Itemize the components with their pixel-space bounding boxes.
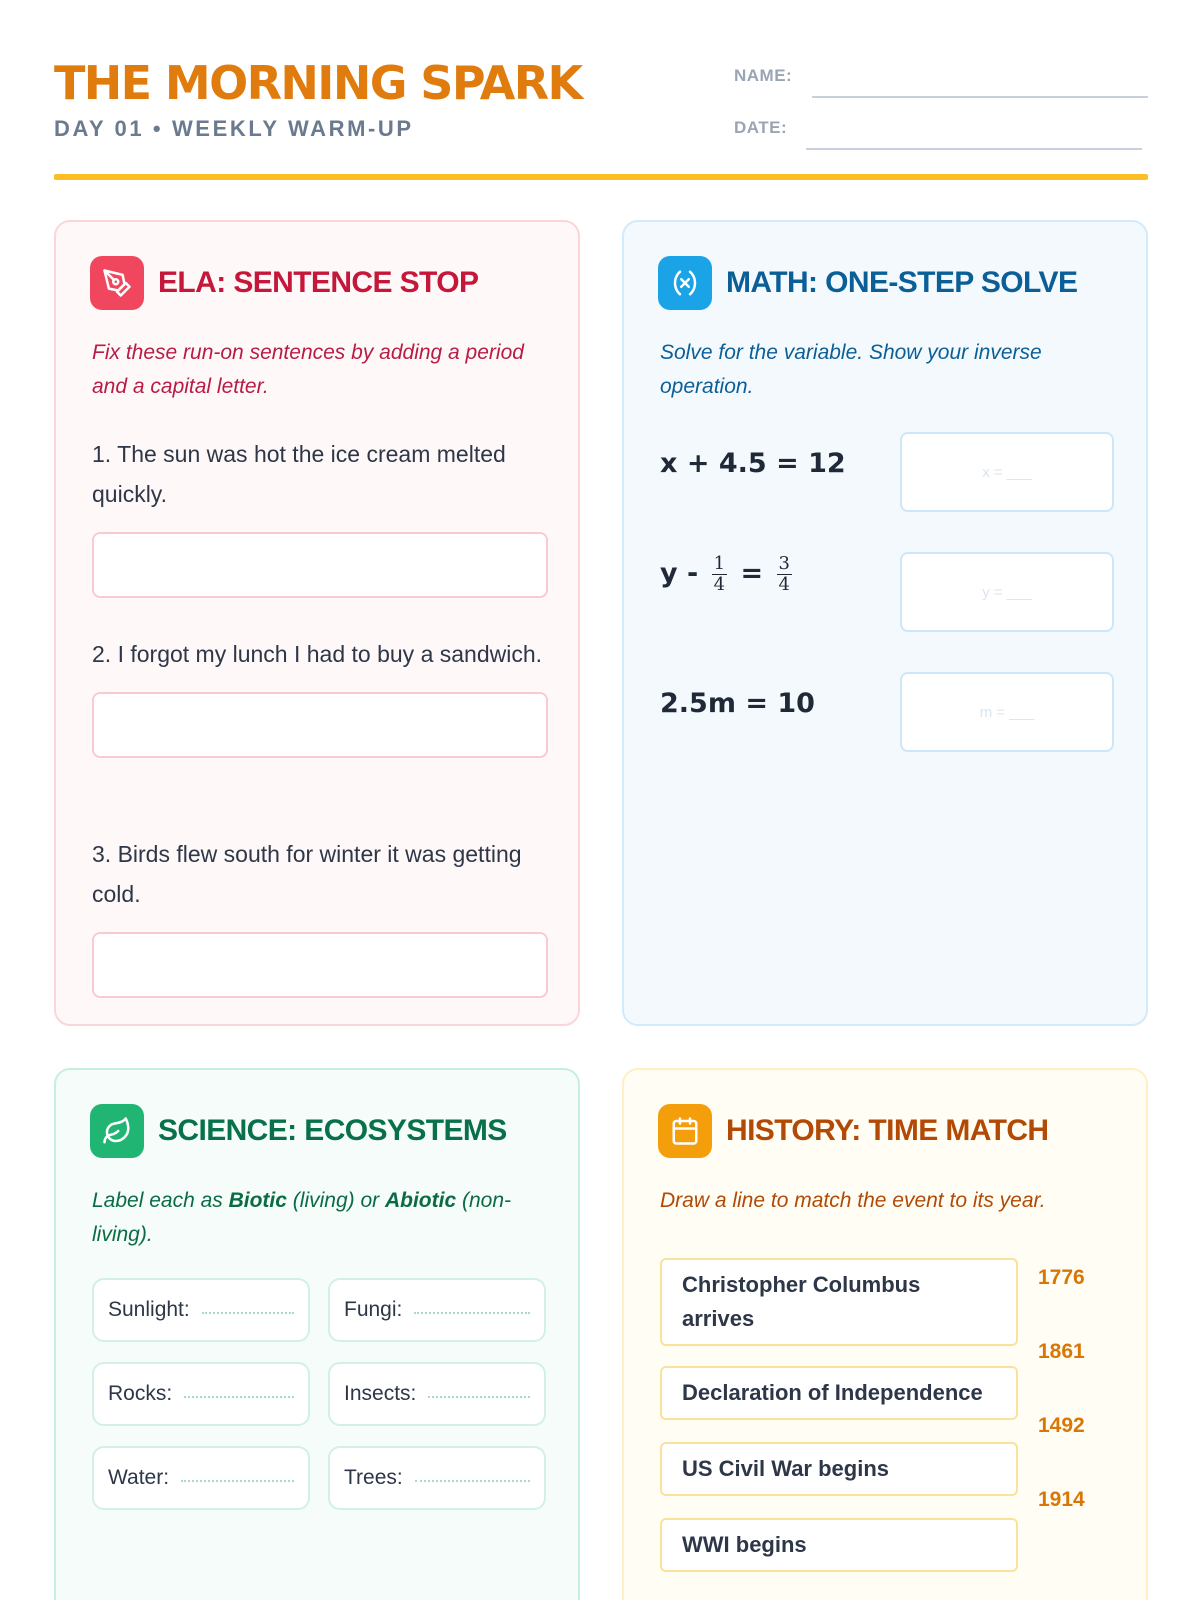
fraction-denominator: 4 [778,574,790,595]
math-answer-box-2[interactable]: y = ___ [900,552,1114,632]
worksheet-header [54,56,1148,180]
fraction-numerator: 1 [713,553,726,574]
math-answer-box-1[interactable]: x = ___ [900,432,1114,512]
history-card [622,1068,1148,1600]
science-item-label: Rocks: [108,1382,173,1405]
history-instructions: Draw a line to match the event to its year. [660,1189,1046,1212]
variable-icon [658,256,712,310]
page-title: THE MORNING SPARK [54,56,582,110]
date-line[interactable] [806,148,1142,150]
equals-sign: = [740,558,764,589]
calendar-icon [658,1104,712,1158]
history-title: HISTORY: TIME MATCH [726,1114,1049,1147]
science-item-rocks[interactable] [92,1362,310,1426]
biotic-term: Biotic [228,1189,287,1212]
ela-question-2 [92,634,548,758]
ela-question-3 [92,834,548,998]
math-equation-1: x + 4.5 = 12 [660,448,846,479]
page-subtitle: DAY 01 • WEEKLY WARM-UP [54,116,414,141]
answer-line[interactable] [202,1312,294,1314]
fraction-three-quarters [777,554,792,595]
math-equation-2 [660,554,796,595]
science-item-label: Insects: [344,1382,417,1405]
science-card-header [90,1104,507,1158]
ela-title: ELA: SENTENCE STOP [158,266,479,299]
leaf-icon [90,1104,144,1158]
pen-icon [90,256,144,310]
equation-variable: y - [660,558,699,589]
answer-line[interactable] [184,1396,294,1398]
science-instructions [92,1184,542,1252]
history-card-header [658,1104,1048,1158]
date-label: DATE: [734,118,788,137]
math-card-header [658,256,1077,310]
name-field[interactable] [734,58,1148,98]
science-item-trees[interactable] [328,1446,546,1510]
science-item-label: Sunlight: [108,1298,190,1321]
ela-instructions: Fix these run-on sentences by adding a period and a capital letter. [92,341,524,398]
fraction-denominator: 4 [713,574,726,595]
instructions-text: (living) or [286,1189,385,1212]
math-equation-3: 2.5m = 10 [660,688,815,719]
history-event-1[interactable]: Christopher Columbus arrives [660,1258,1018,1346]
history-event-3[interactable]: US Civil War begins [660,1442,1018,1496]
science-item-sunlight[interactable] [92,1278,310,1342]
answer-line[interactable] [428,1396,530,1398]
ela-question-1 [92,434,548,598]
fraction-one-quarter [712,554,727,595]
science-item-insects[interactable] [328,1362,546,1426]
name-label: NAME: [734,66,793,85]
header-divider [54,174,1148,180]
science-item-label: Water: [108,1466,170,1489]
math-title: MATH: ONE-STEP SOLVE [726,266,1078,299]
date-field[interactable] [734,110,1142,150]
math-card [622,220,1148,1026]
ela-card [54,220,580,1026]
math-answer-box-3[interactable]: m = ___ [900,672,1114,752]
science-item-label: Fungi: [344,1298,403,1321]
ela-question-text: 2. I forgot my lunch I had to buy a sandwich. [92,641,543,667]
math-instructions: Solve for the variable. Show your inverse operation. [660,341,1042,398]
science-card [54,1068,580,1600]
science-title: SCIENCE: ECOSYSTEMS [158,1114,507,1147]
history-year-1[interactable]: 1776 [1038,1266,1085,1289]
ela-answer-box-3[interactable] [92,932,548,998]
abiotic-term: Abiotic [384,1189,457,1212]
science-item-fungi[interactable] [328,1278,546,1342]
answer-line[interactable] [181,1480,294,1482]
answer-line[interactable] [415,1480,530,1482]
fraction-numerator: 3 [778,553,790,574]
ela-question-text: 1. The sun was hot the ice cream melted quickly. [92,441,506,507]
science-item-water[interactable] [92,1446,310,1510]
history-event-4[interactable]: WWI begins [660,1518,1018,1572]
name-line[interactable] [812,96,1148,98]
ela-question-text: 3. Birds flew south for winter it was getting cold. [92,841,522,907]
history-year-4[interactable]: 1914 [1038,1488,1085,1511]
ela-answer-box-1[interactable] [92,532,548,598]
instructions-text: (non-living). [92,1189,512,1246]
history-year-2[interactable]: 1861 [1038,1340,1085,1363]
history-event-2[interactable]: Declaration of Independence [660,1366,1018,1420]
ela-answer-box-2[interactable] [92,692,548,758]
instructions-text: Label each as [92,1189,229,1212]
ela-card-header [90,256,478,310]
answer-line[interactable] [414,1312,530,1314]
history-year-3[interactable]: 1492 [1038,1414,1085,1437]
science-item-label: Trees: [344,1466,403,1489]
